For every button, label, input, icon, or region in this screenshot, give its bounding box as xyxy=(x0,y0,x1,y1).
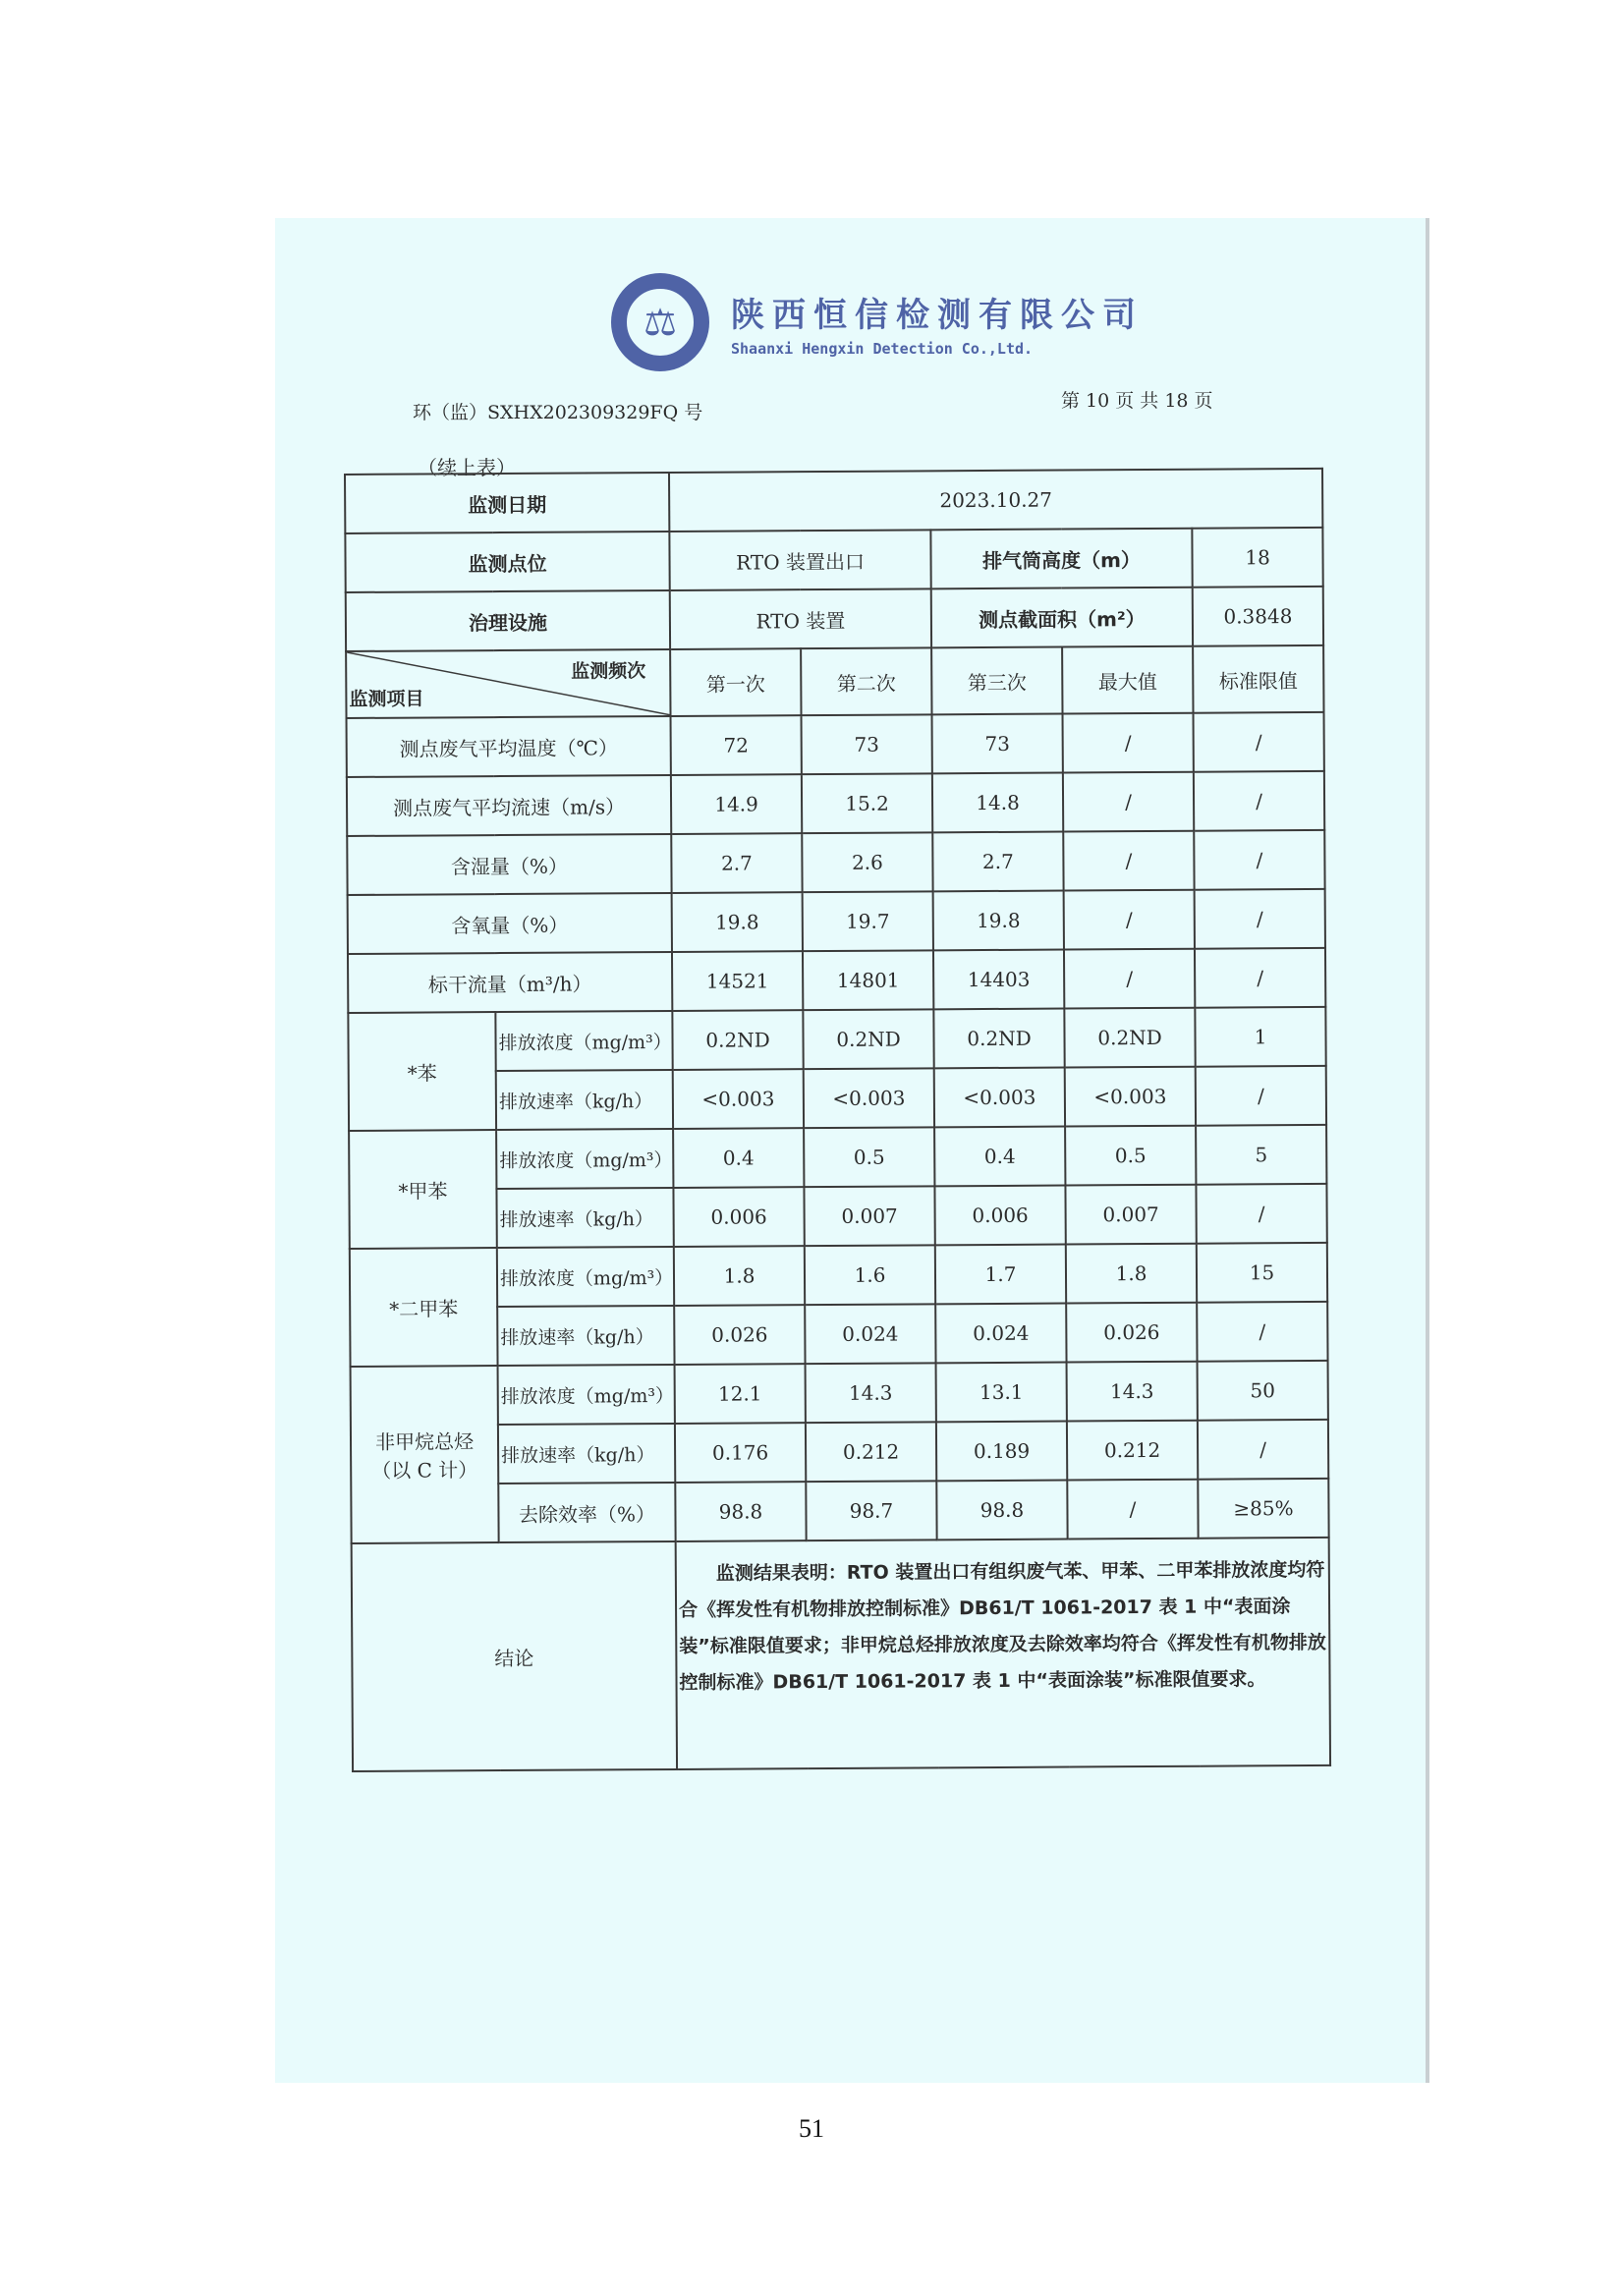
param-label: 含湿量（%） xyxy=(347,834,671,895)
table-row xyxy=(348,1007,1325,1072)
stack-height-label: 排气筒高度（m） xyxy=(930,529,1192,589)
facility-label: 治理设施 xyxy=(346,590,670,651)
cell: 14403 xyxy=(933,950,1064,1010)
company-name-cn: 陕西恒信检测有限公司 xyxy=(731,295,1144,335)
pollutant-name-line1: 非甲烷总烃 xyxy=(374,1429,475,1454)
table-row xyxy=(351,1361,1328,1426)
conclusion-row xyxy=(352,1538,1330,1771)
cell: 0.026 xyxy=(674,1305,805,1365)
cell: / xyxy=(1198,1420,1328,1480)
conclusion-text: 监测结果表明：RTO 装置出口有组织废气苯、甲苯、二甲苯排放浓度均符合《挥发性有机物排放控制标准》DB61/T 1061-2017 表 1 中“表面涂装”标准限值要求；非甲烷总烃排放浓度及去除效率均符合《挥发性有机物排放控制标准》DB61/T 1061-2017 表 1 中“表面涂装”标准限值要求。 xyxy=(676,1538,1330,1769)
cell: 14.3 xyxy=(1067,1362,1198,1422)
col-header: 第一次 xyxy=(670,648,801,716)
cell: 14.8 xyxy=(932,773,1063,833)
cell: / xyxy=(1194,771,1324,831)
scales-of-justice-seal-icon: ⚖ xyxy=(611,273,709,371)
cell: 0.2ND xyxy=(1064,1008,1195,1068)
cell: 15 xyxy=(1197,1243,1327,1303)
cell: 0.006 xyxy=(673,1187,804,1247)
cell: 2.7 xyxy=(932,832,1063,892)
metric-label: 排放浓度（mg/m³） xyxy=(497,1247,674,1307)
cell: 73 xyxy=(932,714,1063,774)
cell: 14.3 xyxy=(806,1363,936,1423)
cell: / xyxy=(1064,949,1195,1009)
cell: / xyxy=(1194,830,1324,890)
cell: / xyxy=(1194,712,1324,772)
cell: 0.026 xyxy=(1066,1303,1197,1363)
cell: 2.6 xyxy=(802,832,932,892)
section-area-label: 测点截面积（m²） xyxy=(931,588,1193,648)
cell: <0.003 xyxy=(1065,1067,1196,1127)
table-row xyxy=(348,889,1325,954)
cell: 72 xyxy=(671,715,802,775)
cell: / xyxy=(1063,831,1194,891)
cell: 19.7 xyxy=(803,891,933,951)
section-area-value: 0.3848 xyxy=(1193,587,1323,646)
cell: 19.8 xyxy=(672,892,803,952)
cell: 0.189 xyxy=(936,1422,1067,1482)
cell: 0.212 xyxy=(806,1422,936,1482)
pollutant-name: *二甲苯 xyxy=(350,1248,498,1367)
cell: / xyxy=(1067,1480,1198,1540)
metric-label: 排放速率（kg/h） xyxy=(498,1424,675,1484)
cell: / xyxy=(1196,1066,1326,1126)
cell: 14.9 xyxy=(671,774,802,834)
cell: 0.006 xyxy=(934,1186,1065,1246)
cell: 0.4 xyxy=(934,1127,1065,1187)
cell: 14801 xyxy=(803,950,933,1010)
cell: 0.2ND xyxy=(933,1009,1064,1069)
cell: 0.024 xyxy=(805,1304,935,1364)
cell: 14521 xyxy=(672,951,803,1011)
report-number: 环（监）SXHX202309329FQ 号 xyxy=(413,402,703,423)
cell: 98.8 xyxy=(675,1482,806,1541)
metric-label: 排放速率（kg/h） xyxy=(497,1306,674,1366)
cell: 0.2ND xyxy=(672,1010,803,1070)
col-header: 最大值 xyxy=(1062,646,1193,714)
cell: / xyxy=(1064,890,1195,950)
monitoring-results-table xyxy=(344,468,1331,1772)
cell: 1 xyxy=(1195,1007,1325,1067)
cell: 1.8 xyxy=(674,1246,805,1306)
point-label: 监测点位 xyxy=(345,532,669,592)
company-header xyxy=(611,273,1144,371)
cell: / xyxy=(1195,948,1325,1008)
param-label: 测点废气平均温度（℃） xyxy=(347,716,671,777)
cell: 19.8 xyxy=(933,891,1064,951)
col-header: 第三次 xyxy=(931,647,1062,715)
table-row xyxy=(347,771,1324,836)
date-label: 监测日期 xyxy=(345,473,669,533)
cell: 5 xyxy=(1196,1125,1326,1185)
cell: 0.007 xyxy=(1065,1185,1196,1245)
metric-label: 排放浓度（mg/m³） xyxy=(498,1365,675,1425)
date-row xyxy=(345,469,1322,533)
cell: 0.4 xyxy=(673,1128,804,1188)
table-row xyxy=(347,712,1324,777)
page-indicator: 第 10 页 共 18 页 xyxy=(1061,390,1213,412)
cell: 0.5 xyxy=(1065,1126,1196,1186)
corner-frequency-label: 监测频次 xyxy=(571,660,646,683)
table-row xyxy=(349,1125,1326,1190)
cell: 98.8 xyxy=(936,1481,1067,1540)
company-name-en: Shaanxi Hengxin Detection Co.,Ltd. xyxy=(731,339,1034,358)
stack-height-value: 18 xyxy=(1192,528,1322,588)
point-row xyxy=(345,528,1322,592)
cell: / xyxy=(1196,1184,1326,1244)
metric-label: 去除效率（%） xyxy=(498,1483,675,1542)
cell: 2.7 xyxy=(671,833,802,893)
param-label: 含氧量（%） xyxy=(348,893,672,954)
pollutant-name-line2: （以 C 计） xyxy=(371,1458,478,1483)
cell: / xyxy=(1197,1302,1327,1362)
cell: 0.5 xyxy=(804,1127,934,1187)
cell: <0.003 xyxy=(673,1069,804,1129)
cell: 13.1 xyxy=(936,1363,1067,1423)
cell: 50 xyxy=(1198,1361,1328,1421)
facility-row xyxy=(346,587,1323,651)
cell: 15.2 xyxy=(802,773,932,833)
cell: ≥85% xyxy=(1198,1479,1328,1539)
cell: 0.007 xyxy=(804,1186,934,1246)
corner-item-label: 监测项目 xyxy=(349,688,424,710)
pollutant-name: *甲苯 xyxy=(349,1130,497,1249)
conclusion-label: 结论 xyxy=(352,1541,677,1771)
cell: / xyxy=(1063,772,1194,832)
cell: 12.1 xyxy=(675,1364,806,1424)
cell: <0.003 xyxy=(934,1068,1065,1128)
continued-note: （续上表） xyxy=(418,456,516,479)
cell: 73 xyxy=(802,714,932,774)
cell: 0.2ND xyxy=(803,1009,933,1069)
table-row xyxy=(348,948,1325,1013)
cell: 0.024 xyxy=(935,1304,1066,1364)
cell: 1.6 xyxy=(805,1245,935,1305)
cell: <0.003 xyxy=(804,1068,934,1128)
cell: 0.176 xyxy=(675,1423,806,1483)
column-header-row xyxy=(346,645,1323,718)
cell: 0.212 xyxy=(1067,1421,1198,1481)
point-value: RTO 装置出口 xyxy=(669,530,930,590)
cell: 1.7 xyxy=(935,1245,1066,1305)
metric-label: 排放速率（kg/h） xyxy=(496,1188,673,1248)
page-number: 51 xyxy=(799,2114,824,2143)
diagonal-header-cell xyxy=(346,649,670,718)
param-label: 标干流量（m³/h） xyxy=(348,952,672,1013)
pollutant-name xyxy=(351,1366,499,1543)
metric-label: 排放速率（kg/h） xyxy=(496,1070,673,1130)
table-row xyxy=(347,830,1324,895)
cell: 1.8 xyxy=(1066,1244,1197,1304)
facility-value: RTO 装置 xyxy=(670,588,931,649)
col-header: 标准限值 xyxy=(1193,645,1323,713)
cell: / xyxy=(1195,889,1325,949)
pollutant-name: *苯 xyxy=(348,1012,496,1131)
cell: / xyxy=(1063,713,1194,773)
metric-label: 排放浓度（mg/m³） xyxy=(496,1129,673,1189)
cell: 98.7 xyxy=(806,1481,936,1540)
table-row xyxy=(350,1243,1327,1308)
param-label: 测点废气平均流速（m/s） xyxy=(347,775,671,836)
date-value: 2023.10.27 xyxy=(669,469,1322,532)
metric-label: 排放浓度（mg/m³） xyxy=(495,1011,672,1071)
col-header: 第二次 xyxy=(801,647,931,715)
